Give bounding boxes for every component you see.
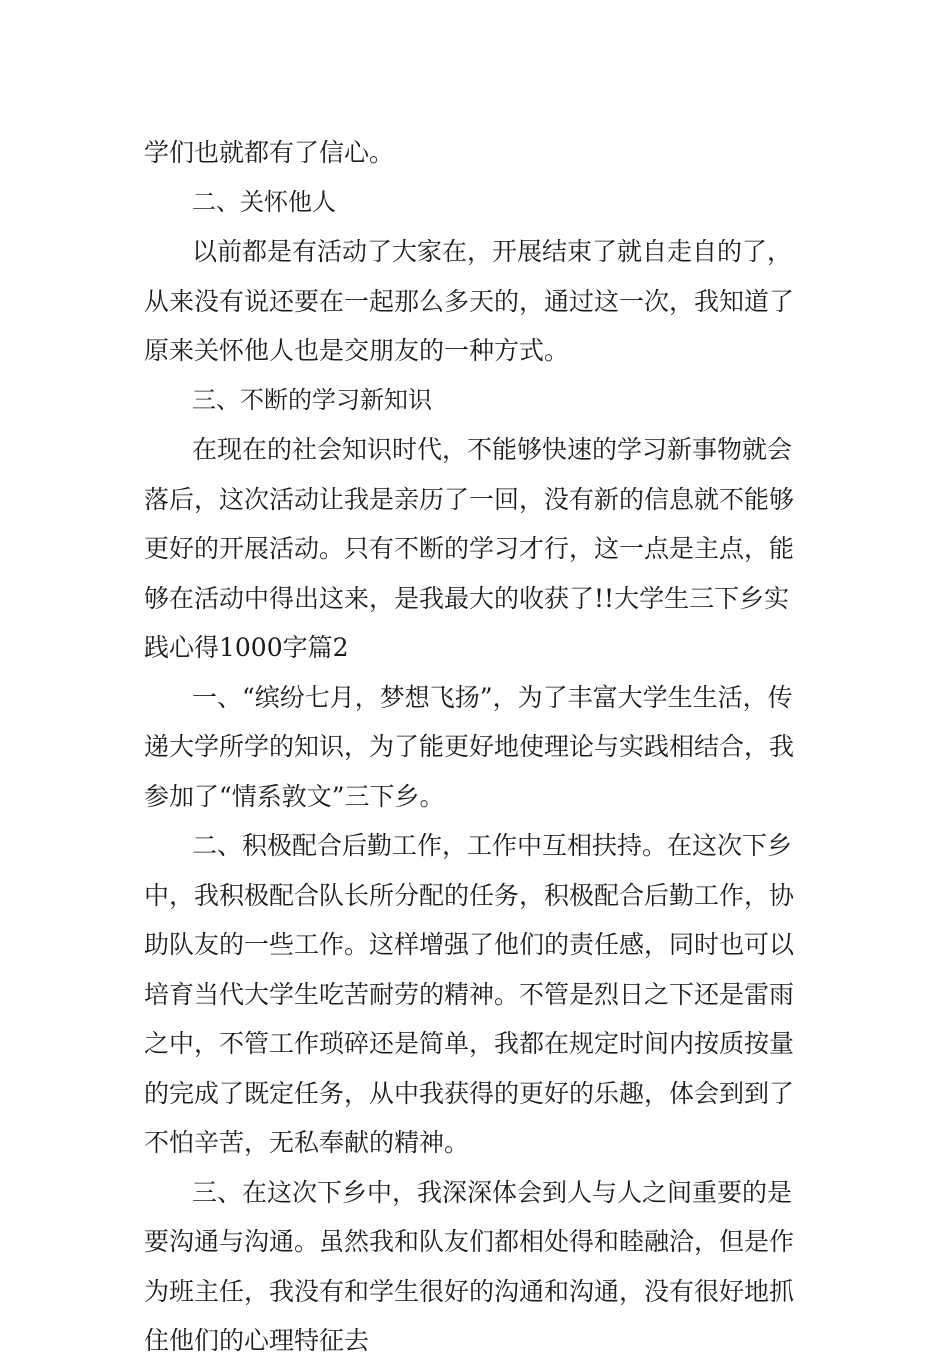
section-heading-learning: 三、不断的学习新知识: [192, 385, 432, 414]
paragraph-caring-for-others: 以前都是有活动了大家在，开展结束了就自走自的了，从来没有说还要在一起那么多天的，通过这一次，我知道了原来关怀他人也是交朋友的一种方式。: [144, 237, 795, 365]
paragraph-point-one: 一、“缤纷七月，梦想飞扬”，为了丰富大学生生活，传递大学所学的知识，为了能更好地使理论与实践相结合，我参加了“情系敦文”三下乡。: [144, 682, 795, 811]
paragraph-point-three: 三、在这次下乡中，我深深体会到人与人之间重要的是要沟通与沟通。虽然我和队友们都相处得和睦融洽，但是作为班主任，我没有和学生很好的沟通和沟通，没有很好地抓住他们的心理特征去: [144, 1177, 795, 1355]
section-heading-caring-for-others: 二、关怀他人: [192, 187, 336, 216]
document-body: [144, 128, 812, 1366]
paragraph-point-two: 二、积极配合后勤工作，工作中互相扶持。在这次下乡中，我积极配合队长所分配的任务，积极配合后勤工作，协助队友的一些工作。这样增强了他们的责任感，同时也可以培育当代大学生吃苦耐劳的精神。不管是烈日之下还是雷雨之中，不管工作琐碎还是简单，我都在规定时间内按质按量的完成了既定任务，从中我获得的更好的乐趣，体会到到了不怕辛苦，无私奉献的精神。: [144, 831, 795, 1157]
paragraph-continuation: 学们也就都有了信心。: [144, 138, 395, 167]
paragraph-learning: 在现在的社会知识时代，不能够快速的学习新事物就会落后，这次活动让我是亲历了一回，没有新的信息就不能够更好的开展活动。只有不断的学习才行，这一点是主点，能够在活动中得出这来，是我最大的收获了!!大学生三下乡实践心得1000字篇2: [144, 435, 795, 662]
